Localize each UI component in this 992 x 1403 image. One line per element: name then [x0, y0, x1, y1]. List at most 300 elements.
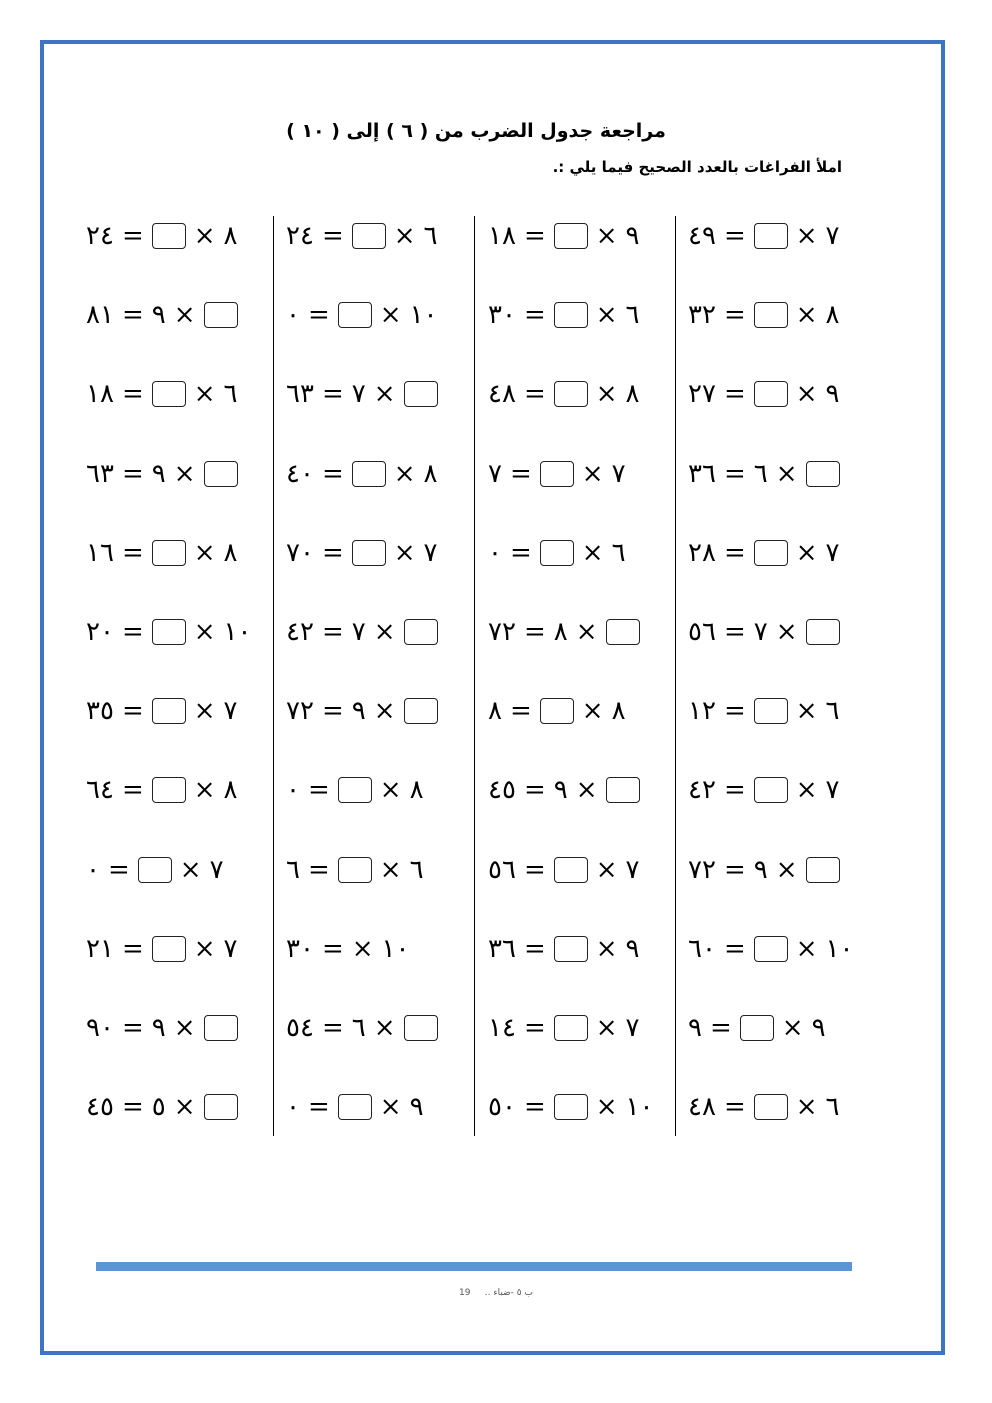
number: ١٨: [488, 221, 516, 251]
number: ٧: [488, 458, 502, 489]
answer-box[interactable]: [204, 1015, 238, 1041]
problem-row: [684, 770, 884, 810]
equals-sign: =: [523, 617, 546, 647]
problem-row: [684, 929, 884, 969]
number: ٦: [825, 1092, 840, 1123]
problem-row: [82, 929, 282, 969]
number: ٠: [488, 537, 502, 568]
times-sign: ×: [581, 696, 604, 727]
times-sign: ×: [575, 617, 598, 647]
problem-row: [484, 1087, 684, 1127]
number: ٢٤: [86, 221, 114, 251]
answer-box[interactable]: [754, 777, 788, 803]
equals-sign: =: [121, 458, 144, 489]
times-sign: ×: [379, 300, 402, 331]
answer-box[interactable]: [754, 698, 788, 724]
times-sign: ×: [795, 537, 818, 568]
problem-row: [684, 1008, 884, 1048]
number: ٩: [625, 933, 640, 964]
equals-sign: =: [723, 221, 746, 251]
number: ٧: [753, 617, 768, 647]
answer-box[interactable]: [554, 1015, 588, 1041]
equals-sign: =: [523, 1092, 546, 1123]
problem-row: [82, 691, 282, 731]
problem-row: [282, 612, 482, 652]
problem-row: [282, 1087, 482, 1127]
number: ٦٠: [688, 933, 716, 964]
times-sign: ×: [193, 617, 216, 647]
number: ١٠: [825, 933, 854, 964]
number: ٦: [423, 221, 438, 251]
number: ٩: [351, 696, 366, 727]
equals-sign: =: [121, 1092, 144, 1123]
number: ٧: [625, 1013, 640, 1043]
number: ٨: [825, 300, 840, 331]
times-sign: ×: [595, 221, 618, 251]
equals-sign: =: [723, 933, 746, 964]
number: ٩: [825, 379, 840, 410]
number: ٩: [688, 1013, 702, 1043]
number: ٨: [625, 379, 640, 410]
answer-box[interactable]: [404, 619, 438, 645]
equals-sign: =: [509, 696, 532, 727]
times-sign: ×: [595, 1013, 618, 1043]
problem-row: [282, 295, 482, 335]
problem-row: [282, 850, 482, 890]
number: ٧: [825, 775, 840, 806]
answer-box[interactable]: [606, 619, 640, 645]
answer-box[interactable]: [540, 461, 574, 487]
times-sign: ×: [173, 1092, 196, 1123]
times-sign: ×: [379, 775, 402, 806]
answer-box[interactable]: [204, 302, 238, 328]
equals-sign: =: [307, 1092, 330, 1123]
number: ٧٢: [688, 854, 716, 885]
equals-sign: =: [723, 537, 746, 568]
times-sign: ×: [595, 933, 618, 964]
number: ٩: [151, 458, 166, 489]
equals-sign: =: [121, 221, 144, 251]
answer-box[interactable]: [152, 936, 186, 962]
number: ١٦: [86, 537, 114, 568]
problem-row: [484, 1008, 684, 1048]
problem-row: [82, 1087, 282, 1127]
number: ٣٦: [488, 933, 516, 964]
number: ١٤: [488, 1013, 516, 1043]
number: ٣٠: [488, 300, 516, 331]
problem-row: [82, 770, 282, 810]
problem-row: [684, 1087, 884, 1127]
number: ١٢: [688, 696, 716, 727]
number: ٢٧: [688, 379, 716, 410]
number: ١٠: [223, 617, 252, 647]
problem-row: [282, 770, 482, 810]
number: ٢٨: [688, 537, 716, 568]
problem-row: [82, 454, 282, 494]
answer-box[interactable]: [152, 540, 186, 566]
number: ٨: [409, 775, 424, 806]
equals-sign: =: [523, 379, 546, 410]
answer-box[interactable]: [352, 461, 386, 487]
equals-sign: =: [723, 854, 746, 885]
problem-row: [484, 850, 684, 890]
answer-box[interactable]: [152, 619, 186, 645]
page-number: 19: [459, 1288, 471, 1298]
number: ٠: [286, 1092, 300, 1123]
number: ٦: [825, 696, 840, 727]
times-sign: ×: [795, 300, 818, 331]
problem-row: [82, 533, 282, 573]
equals-sign: =: [321, 379, 344, 410]
number: ٠: [286, 775, 300, 806]
answer-box[interactable]: [554, 857, 588, 883]
equals-sign: =: [321, 617, 344, 647]
number: ٧: [223, 933, 238, 964]
times-sign: ×: [575, 775, 598, 806]
answer-box[interactable]: [338, 777, 372, 803]
equals-sign: =: [523, 854, 546, 885]
answer-box[interactable]: [352, 540, 386, 566]
number: ٦: [625, 300, 640, 331]
problem-row: [82, 612, 282, 652]
problem-row: [484, 295, 684, 335]
equals-sign: =: [709, 1013, 732, 1043]
number: ٦: [409, 854, 424, 885]
answer-box[interactable]: [806, 619, 840, 645]
number: ٣٥: [86, 696, 114, 727]
number: ٧: [625, 854, 640, 885]
number: ٤٩: [688, 221, 716, 251]
times-sign: ×: [393, 221, 416, 251]
problem-row: [282, 691, 482, 731]
equals-sign: =: [121, 300, 144, 331]
times-sign: ×: [393, 537, 416, 568]
number: ٤٨: [688, 1092, 716, 1123]
times-sign: ×: [351, 933, 374, 964]
problem-row: [484, 533, 684, 573]
problem-row: [684, 374, 884, 414]
times-sign: ×: [193, 221, 216, 251]
number: ٤٢: [688, 775, 716, 806]
answer-box[interactable]: [554, 1094, 588, 1120]
number: ٨: [223, 221, 238, 251]
times-sign: ×: [781, 1013, 804, 1043]
answer-box[interactable]: [754, 223, 788, 249]
equals-sign: =: [509, 458, 532, 489]
equals-sign: =: [723, 458, 746, 489]
page-title: مراجعة جدول الضرب من ( ٦ ) إلى ( ١٠ ): [286, 120, 666, 142]
times-sign: ×: [795, 379, 818, 410]
number: ١٠: [625, 1092, 654, 1123]
answer-box[interactable]: [338, 1094, 372, 1120]
equals-sign: =: [723, 300, 746, 331]
number: ٢٠: [86, 617, 114, 647]
answer-box[interactable]: [540, 698, 574, 724]
number: ٩: [625, 221, 640, 251]
times-sign: ×: [795, 696, 818, 727]
answer-box[interactable]: [554, 302, 588, 328]
problem-row: [484, 691, 684, 731]
answer-box[interactable]: [740, 1015, 774, 1041]
number: ٣٢: [688, 300, 716, 331]
equals-sign: =: [509, 537, 532, 568]
equals-sign: =: [121, 1013, 144, 1043]
times-sign: ×: [173, 1013, 196, 1043]
problem-row: [82, 374, 282, 414]
answer-box[interactable]: [554, 381, 588, 407]
equals-sign: =: [321, 221, 344, 251]
problem-row: [484, 770, 684, 810]
number: ٧٠: [286, 537, 314, 568]
number: ٩٠: [86, 1013, 114, 1043]
number: ٨: [223, 775, 238, 806]
number: ١٨: [86, 379, 114, 410]
problem-row: [684, 216, 884, 256]
times-sign: ×: [373, 617, 396, 647]
number: ٦: [351, 1013, 366, 1043]
equals-sign: =: [723, 617, 746, 647]
column-divider: [474, 216, 475, 1136]
times-sign: ×: [193, 775, 216, 806]
number: ٢١: [86, 933, 114, 964]
number: ٨١: [86, 300, 114, 331]
answer-box[interactable]: [138, 857, 172, 883]
number: ٩: [151, 300, 166, 331]
problem-row: [484, 216, 684, 256]
number: ٥٤: [286, 1013, 314, 1043]
footer-bar: [96, 1262, 852, 1271]
answer-box[interactable]: [754, 936, 788, 962]
equals-sign: =: [121, 537, 144, 568]
problem-row: [82, 850, 282, 890]
number: ٥٠: [488, 1092, 516, 1123]
equals-sign: =: [523, 1013, 546, 1043]
column-divider: [675, 216, 676, 1136]
times-sign: ×: [173, 458, 196, 489]
equals-sign: =: [723, 379, 746, 410]
number: ٩: [409, 1092, 424, 1123]
number: ٦٤: [86, 775, 114, 806]
equals-sign: =: [307, 300, 330, 331]
equals-sign: =: [121, 696, 144, 727]
problem-column: [684, 212, 884, 1137]
problem-column: [282, 212, 482, 1137]
problem-row: [484, 454, 684, 494]
times-sign: ×: [775, 854, 798, 885]
times-sign: ×: [193, 933, 216, 964]
number: ٣٦: [688, 458, 716, 489]
number: ٦٣: [86, 458, 114, 489]
number: ٤٥: [488, 775, 516, 806]
times-sign: ×: [379, 854, 402, 885]
equals-sign: =: [121, 933, 144, 964]
times-sign: ×: [595, 854, 618, 885]
number: ٨: [488, 696, 502, 727]
answer-box[interactable]: [152, 223, 186, 249]
problem-row: [684, 533, 884, 573]
problem-column: [484, 212, 684, 1137]
equals-sign: =: [321, 933, 344, 964]
equals-sign: =: [321, 537, 344, 568]
equals-sign: =: [723, 696, 746, 727]
number: ٧: [223, 696, 238, 727]
equals-sign: =: [723, 1092, 746, 1123]
equals-sign: =: [523, 933, 546, 964]
equals-sign: =: [107, 854, 130, 885]
problem-row: [282, 454, 482, 494]
answer-box[interactable]: [404, 1015, 438, 1041]
number: ٨: [223, 537, 238, 568]
times-sign: ×: [795, 221, 818, 251]
problem-row: [484, 374, 684, 414]
number: ٦: [611, 537, 626, 568]
times-sign: ×: [595, 379, 618, 410]
times-sign: ×: [193, 696, 216, 727]
times-sign: ×: [775, 458, 798, 489]
number: ٧٢: [286, 696, 314, 727]
number: ٤٠: [286, 458, 314, 489]
equals-sign: =: [121, 617, 144, 647]
number: ٧: [825, 221, 840, 251]
equals-sign: =: [307, 775, 330, 806]
number: ٥٦: [488, 854, 516, 885]
equals-sign: =: [321, 696, 344, 727]
equals-sign: =: [121, 379, 144, 410]
equals-sign: =: [121, 775, 144, 806]
times-sign: ×: [795, 933, 818, 964]
answer-box[interactable]: [352, 223, 386, 249]
times-sign: ×: [795, 775, 818, 806]
number: ٠: [286, 300, 300, 331]
times-sign: ×: [373, 1013, 396, 1043]
problem-row: [82, 295, 282, 335]
number: ٨: [611, 696, 626, 727]
number: ٧: [423, 537, 438, 568]
number: ٧: [611, 458, 626, 489]
answer-box[interactable]: [554, 223, 588, 249]
number: ٦: [286, 854, 300, 885]
number: ٨: [423, 458, 438, 489]
footer: [0, 1288, 992, 1298]
equals-sign: =: [321, 458, 344, 489]
number: ١٠: [409, 300, 438, 331]
number: ٦٣: [286, 379, 314, 410]
number: ٢٤: [286, 221, 314, 251]
answer-box[interactable]: [554, 936, 588, 962]
problem-row: [684, 295, 884, 335]
problem-row: [684, 691, 884, 731]
times-sign: ×: [193, 537, 216, 568]
column-divider: [273, 216, 274, 1136]
problem-row: [684, 454, 884, 494]
answer-box[interactable]: [754, 1094, 788, 1120]
problem-row: [282, 374, 482, 414]
number: ٨: [553, 617, 568, 647]
number: ٩: [753, 854, 768, 885]
problem-column: [82, 212, 282, 1137]
number: ٥٦: [688, 617, 716, 647]
problem-row: [282, 1008, 482, 1048]
number: ٩: [151, 1013, 166, 1043]
problem-row: [282, 216, 482, 256]
answer-box[interactable]: [204, 1094, 238, 1120]
times-sign: ×: [393, 458, 416, 489]
problem-row: [282, 533, 482, 573]
number: ٥: [151, 1092, 166, 1123]
equals-sign: =: [523, 221, 546, 251]
number: ٧: [209, 854, 224, 885]
answer-box[interactable]: [338, 302, 372, 328]
number: ٦: [223, 379, 238, 410]
problem-row: [484, 612, 684, 652]
equals-sign: =: [723, 775, 746, 806]
number: ٧: [351, 379, 366, 410]
times-sign: ×: [179, 854, 202, 885]
times-sign: ×: [373, 379, 396, 410]
times-sign: ×: [193, 379, 216, 410]
answer-box[interactable]: [338, 857, 372, 883]
footer-text: ب ٥ -ضباء ..: [484, 1288, 533, 1298]
answer-box[interactable]: [152, 698, 186, 724]
equals-sign: =: [321, 1013, 344, 1043]
answer-box[interactable]: [806, 857, 840, 883]
number: ٤٨: [488, 379, 516, 410]
instructions: املأ الفراغات بالعدد الصحيح فيما يلي :.: [552, 158, 842, 176]
number: ٧: [825, 537, 840, 568]
problem-row: [484, 929, 684, 969]
answer-box[interactable]: [806, 461, 840, 487]
number: ٣٠: [286, 933, 314, 964]
answer-box[interactable]: [606, 777, 640, 803]
times-sign: ×: [775, 617, 798, 647]
times-sign: ×: [581, 458, 604, 489]
equals-sign: =: [307, 854, 330, 885]
number: ٤٥: [86, 1092, 114, 1123]
times-sign: ×: [595, 1092, 618, 1123]
number: ٩: [553, 775, 568, 806]
times-sign: ×: [173, 300, 196, 331]
equals-sign: =: [523, 300, 546, 331]
number: ٩: [811, 1013, 826, 1043]
answer-box[interactable]: [754, 381, 788, 407]
number: ٧٢: [488, 617, 516, 647]
answer-box[interactable]: [404, 698, 438, 724]
problem-row: [684, 612, 884, 652]
answer-box[interactable]: [540, 540, 574, 566]
number: ٧: [351, 617, 366, 647]
times-sign: ×: [595, 300, 618, 331]
answer-box[interactable]: [204, 461, 238, 487]
answer-box[interactable]: [152, 381, 186, 407]
times-sign: ×: [379, 1092, 402, 1123]
times-sign: ×: [373, 696, 396, 727]
answer-box[interactable]: [754, 540, 788, 566]
problem-row: [282, 929, 482, 969]
answer-box[interactable]: [404, 381, 438, 407]
number: ٠: [86, 854, 100, 885]
times-sign: ×: [795, 1092, 818, 1123]
answer-box[interactable]: [754, 302, 788, 328]
number: ٦: [753, 458, 768, 489]
exercise-grid: [72, 212, 872, 1137]
number: ٤٢: [286, 617, 314, 647]
problem-row: [684, 850, 884, 890]
answer-box[interactable]: [152, 777, 186, 803]
problem-row: [82, 1008, 282, 1048]
times-sign: ×: [581, 537, 604, 568]
number: ١٠: [381, 933, 410, 964]
problem-row: [82, 216, 282, 256]
